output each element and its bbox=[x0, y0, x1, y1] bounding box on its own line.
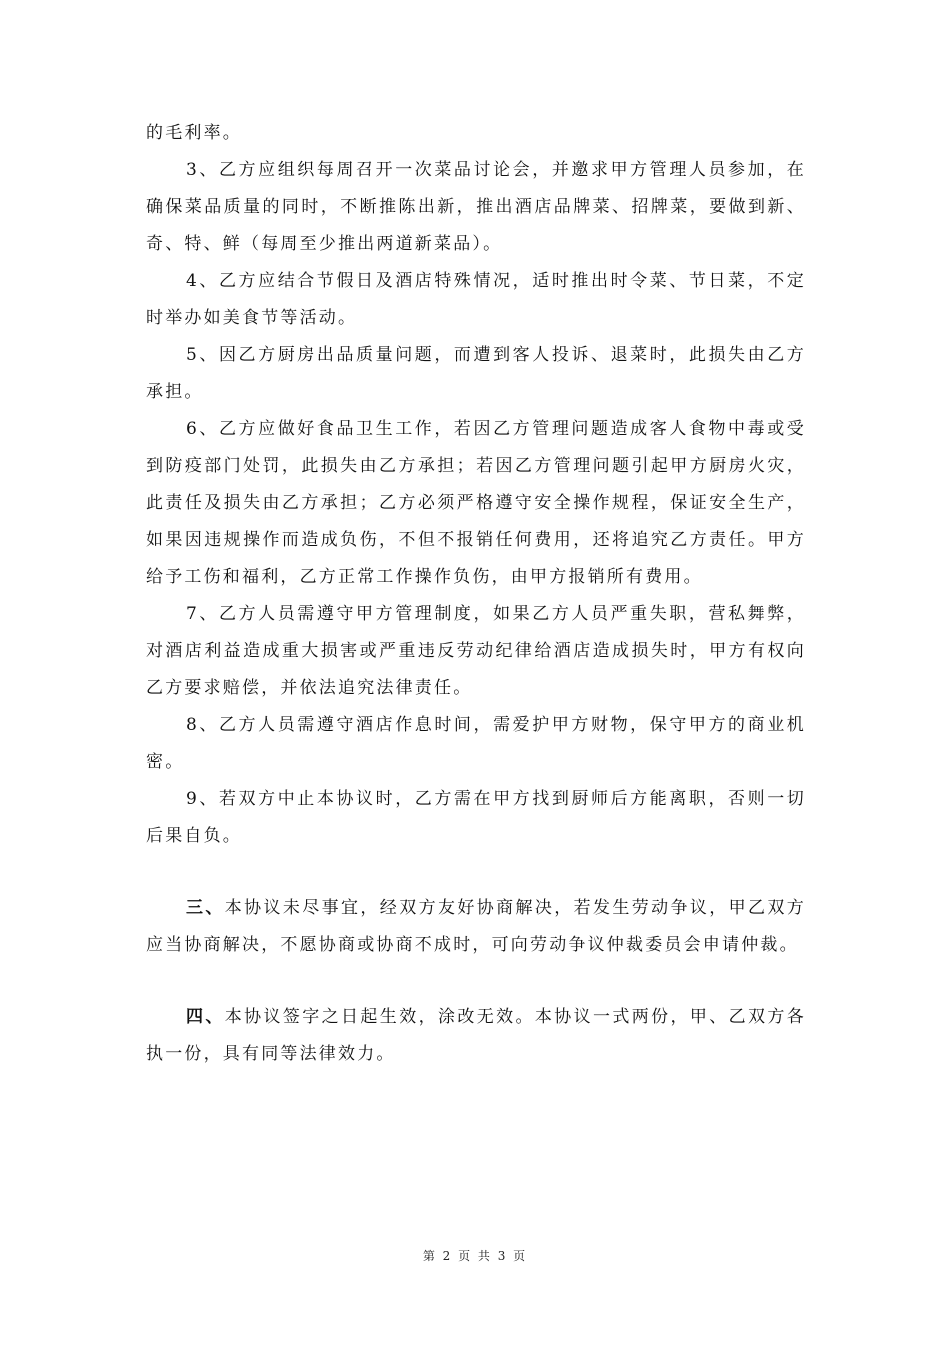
clause-9: 9、若双方中止本协议时，乙方需在甲方找到厨师后方能离职，否则一切后果自负。 bbox=[146, 789, 806, 846]
continuation-text: 的毛利率。 bbox=[146, 123, 242, 143]
page-number-footer: 第 2 页 共 3 页 bbox=[422, 1249, 528, 1263]
section-four bbox=[146, 999, 806, 1073]
document-body bbox=[146, 115, 806, 1073]
clause-7: 7、乙方人员需遵守甲方管理制度，如果乙方人员严重失职，营私舞弊，对酒店利益造成重大损害或严重违反劳动纪律给酒店造成损失时，甲方有权向乙方要求赔偿，并依法追究法律责任。 bbox=[146, 604, 806, 698]
clause-4: 4、乙方应结合节假日及酒店特殊情况，适时推出时令菜、节日菜，不定时举办如美食节等活动。 bbox=[146, 271, 806, 328]
section-four-heading: 四、 bbox=[186, 1007, 225, 1027]
section-three-heading: 三、 bbox=[186, 898, 225, 918]
clause-8: 8、乙方人员需遵守酒店作息时间，需爱护甲方财物，保守甲方的商业机密。 bbox=[146, 715, 806, 772]
section-three-text: 本协议未尽事宜，经双方友好协商解决，若发生劳动争议，甲乙双方应当协商解决，不愿协商或协商不成时，可向劳动争议仲裁委员会申请仲裁。 bbox=[146, 898, 806, 955]
clause-5: 5、因乙方厨房出品质量问题，而遭到客人投诉、退菜时，此损失由乙方承担。 bbox=[146, 345, 806, 402]
section-four-text: 本协议签字之日起生效，涂改无效。本协议一式两份，甲、乙双方各执一份，具有同等法律效力。 bbox=[146, 1007, 806, 1064]
clause-6: 6、乙方应做好食品卫生工作，若因乙方管理问题造成客人食物中毒或受到防疫部门处罚，此损失由乙方承担；若因乙方管理问题引起甲方厨房火灾，此责任及损失由乙方承担；乙方必须严格遵守安全操作规程，保证安全生产，如果因违规操作而造成负伤，不但不报销任何费用，还将追究乙方责任。甲方给予工伤和福利，乙方正常工作操作负伤，由甲方报销所有费用。 bbox=[146, 419, 806, 587]
clause-3: 3、乙方应组织每周召开一次菜品讨论会，并邀求甲方管理人员参加，在确保菜品质量的同时，不断推陈出新，推出酒店品牌菜、招牌菜，要做到新、奇、特、鲜（每周至少推出两道新菜品）。 bbox=[146, 160, 806, 254]
section-three bbox=[146, 890, 806, 964]
